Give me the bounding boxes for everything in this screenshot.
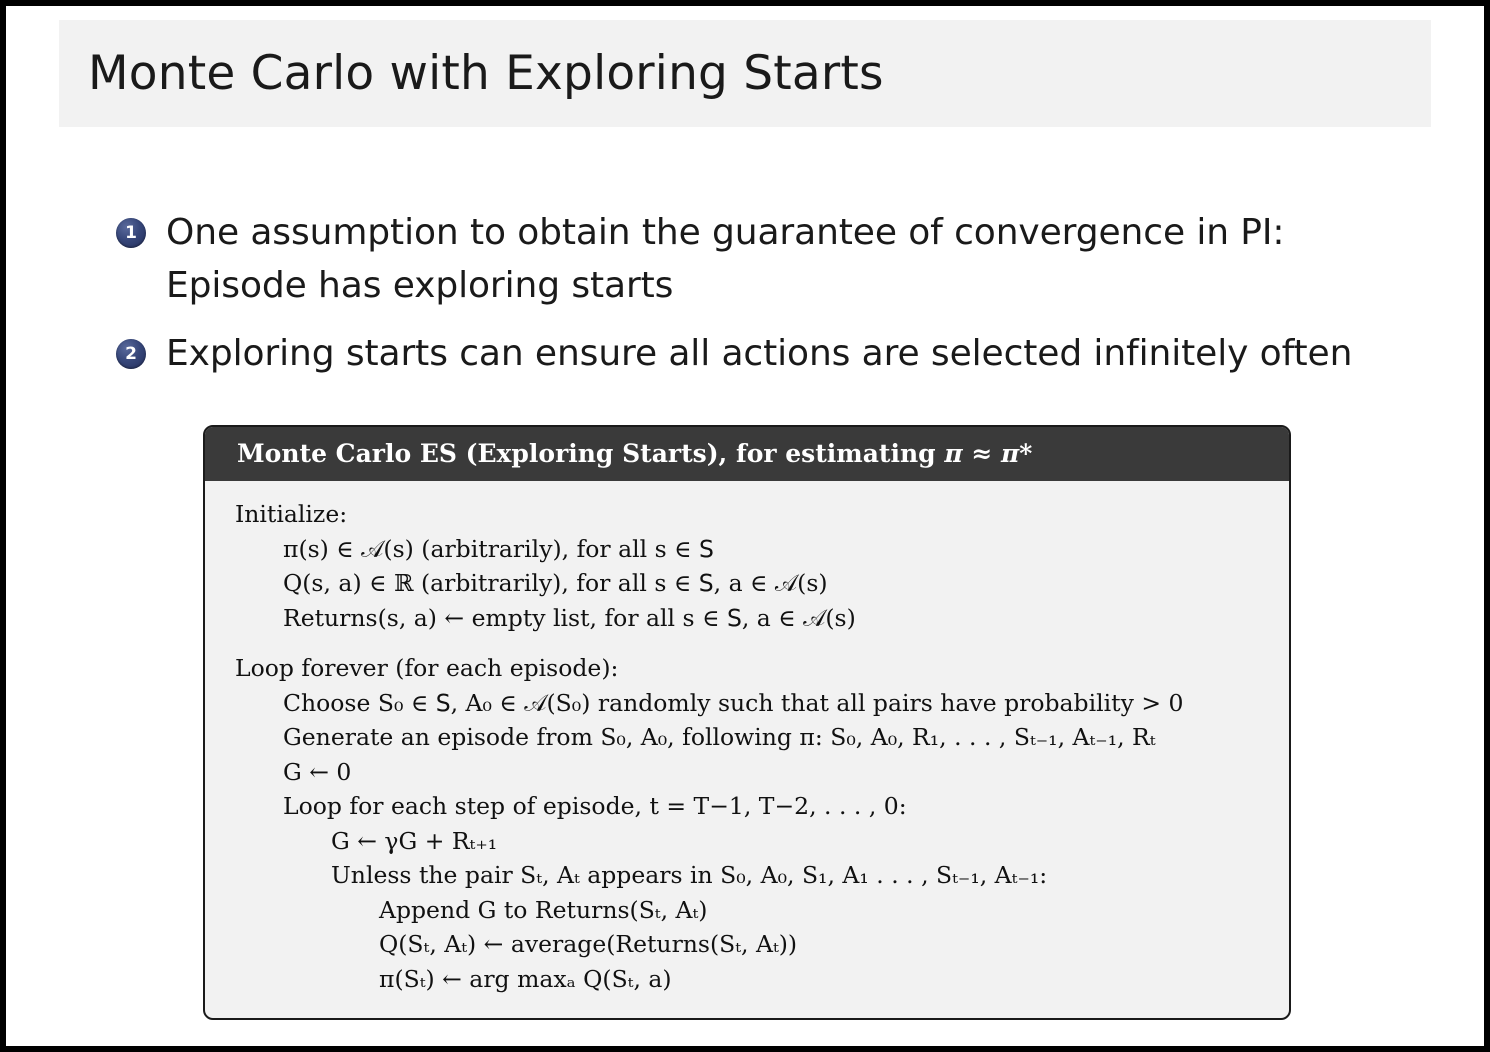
- alg-line-init-q: Q(s, a) ∈ ℝ (arbitrarily), for all s ∈ 𝖲, a ∈ 𝒜(s): [283, 569, 828, 598]
- alg-line-unless: Unless the pair Sₜ, Aₜ appears in S₀, A₀, S₁, A₁ . . . , Sₜ₋₁, Aₜ₋₁:: [331, 861, 1048, 890]
- list-item: [116, 206, 1426, 313]
- bullet-number-badge: 2: [116, 339, 146, 369]
- algorithm-body: [205, 481, 1289, 1018]
- bullet-text: One assumption to obtain the guarantee of convergence in PI: Episode has exploring starts: [166, 212, 1285, 307]
- algorithm-title: [205, 427, 1289, 481]
- alg-line-loop-step: Loop for each step of episode, t = T−1, T−2, . . . , 0:: [283, 792, 907, 821]
- alg-line-loop-forever: Loop forever (for each episode):: [235, 654, 619, 683]
- alg-spacer: [235, 635, 1259, 651]
- alg-line-init-returns: Returns(s, a) ← empty list, for all s ∈ 𝖲, a ∈ 𝒜(s): [283, 603, 856, 632]
- alg-line-init-policy: π(s) ∈ 𝒜(s) (arbitrarily), for all s ∈ 𝖲: [283, 534, 714, 563]
- alg-line-choose: Choose S₀ ∈ 𝖲, A₀ ∈ 𝒜(S₀) randomly such that all pairs have probability > 0: [283, 688, 1184, 717]
- slide: [6, 6, 1484, 1046]
- alg-line-g-update: G ← γG + Rₜ₊₁: [331, 826, 498, 855]
- algorithm-title-text: Monte Carlo ES (Exploring Starts), for estimating: [237, 439, 945, 468]
- alg-line-q-update: Q(Sₜ, Aₜ) ← average(Returns(Sₜ, Aₜ)): [379, 930, 798, 959]
- algorithm-title-math: π ≈ π*: [944, 439, 1033, 468]
- alg-line-g-init: G ← 0: [283, 757, 352, 786]
- alg-line-initialize: Initialize:: [235, 500, 348, 528]
- alg-line-append: Append G to Returns(Sₜ, Aₜ): [379, 895, 708, 924]
- algorithm-box: [203, 425, 1291, 1020]
- alg-line-pi-update: π(Sₜ) ← arg maxₐ Q(Sₜ, a): [379, 964, 672, 993]
- bullet-number-badge: 1: [116, 218, 146, 248]
- list-item: [116, 327, 1426, 380]
- slide-title-bar: [59, 20, 1431, 127]
- page-title: Monte Carlo with Exploring Starts: [88, 46, 884, 101]
- alg-line-generate: Generate an episode from S₀, A₀, following π: S₀, A₀, R₁, . . . , Sₜ₋₁, Aₜ₋₁, Rₜ: [283, 723, 1156, 752]
- bullet-list: [116, 206, 1426, 394]
- bullet-text: Exploring starts can ensure all actions are selected infinitely often: [166, 332, 1353, 374]
